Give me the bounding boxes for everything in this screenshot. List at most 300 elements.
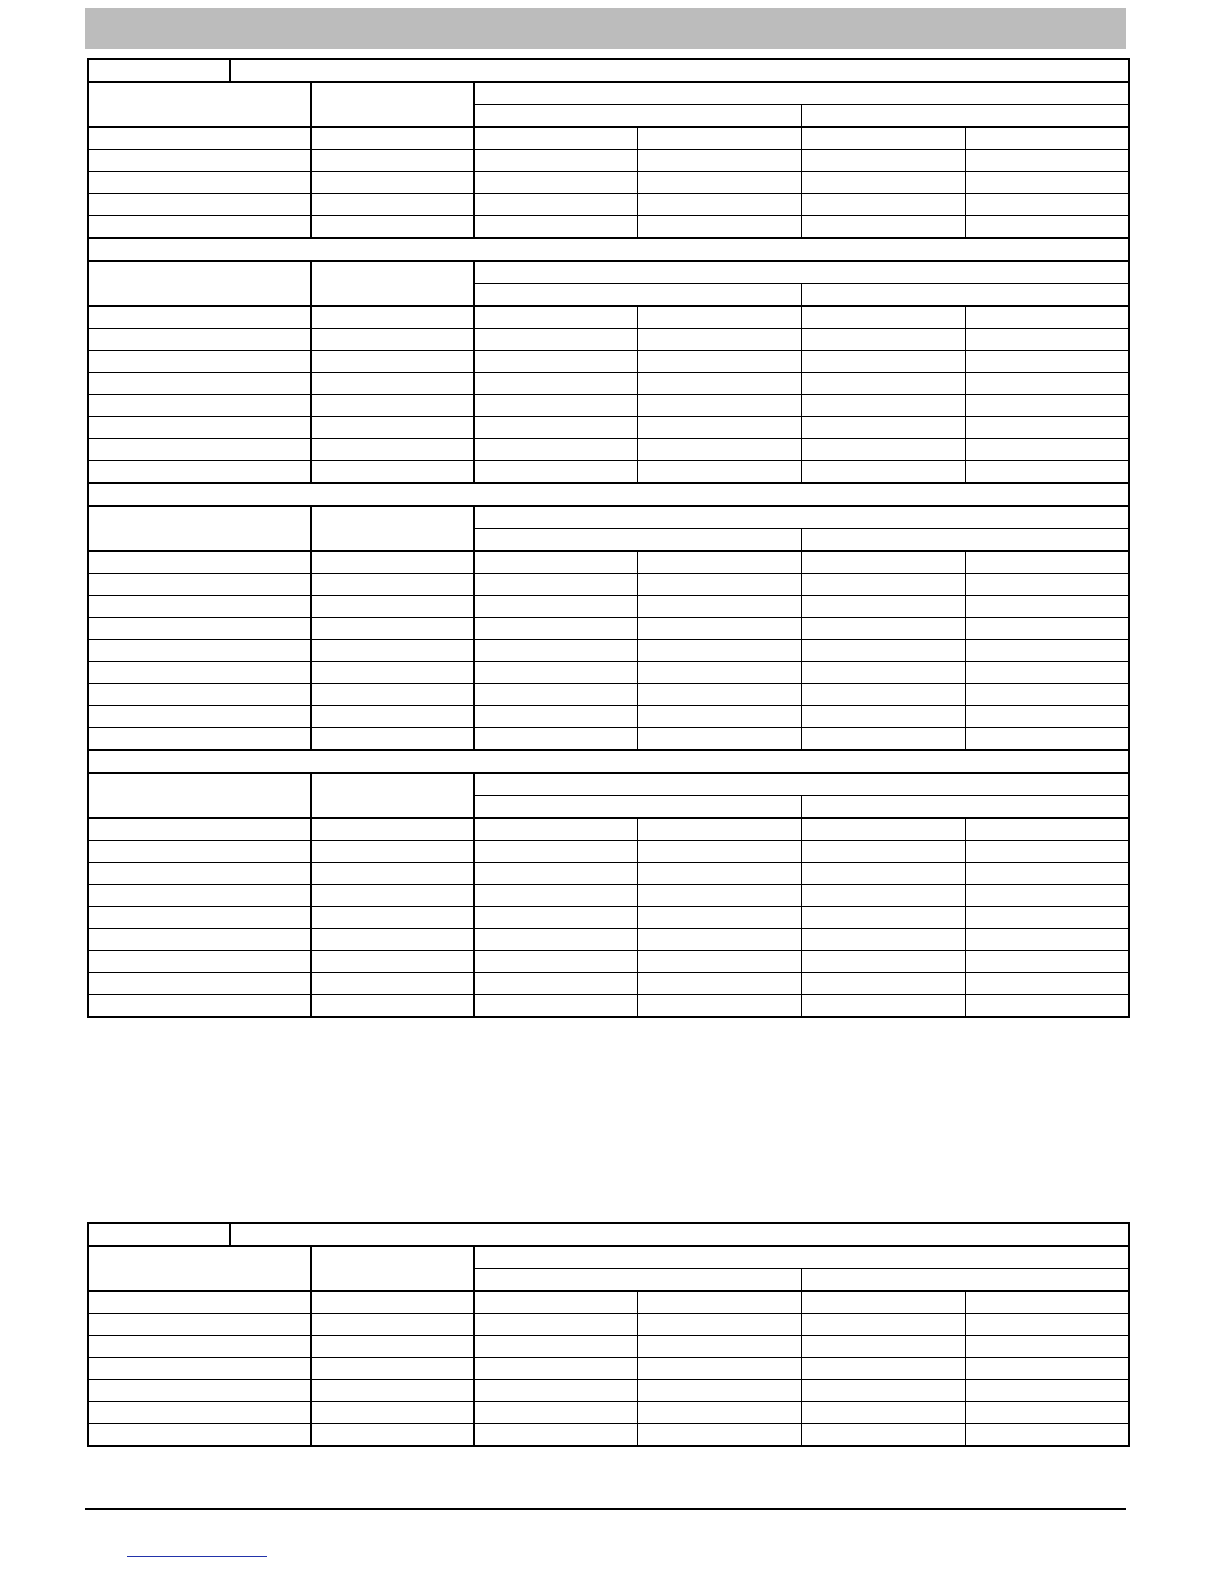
table-row [88, 395, 1129, 417]
table-row [88, 907, 1129, 929]
header-cell-item [88, 773, 311, 818]
cell-value [965, 995, 1129, 1018]
header-cell-unit [311, 82, 474, 127]
cell-unit [311, 373, 474, 395]
cell-item [88, 640, 311, 662]
section-header-row [88, 1246, 1129, 1269]
table-row [88, 818, 1129, 841]
cell-value [965, 640, 1129, 662]
cell-value [637, 329, 801, 351]
cell-item [88, 818, 311, 841]
subheader-cell-b [801, 284, 1129, 307]
cell-value [965, 373, 1129, 395]
cell-item [88, 662, 311, 684]
cell-value [801, 684, 965, 706]
cell-item [88, 618, 311, 640]
cell-unit [311, 1380, 474, 1402]
cell-value [801, 306, 965, 329]
cell-value [637, 150, 801, 172]
cell-value [801, 1314, 965, 1336]
cell-value [801, 329, 965, 351]
cell-value [801, 172, 965, 194]
table-2-label [88, 1223, 230, 1246]
cell-unit [311, 461, 474, 484]
cell-value [637, 907, 801, 929]
header-cell-unit [311, 506, 474, 551]
table-row [88, 461, 1129, 484]
cell-unit [311, 395, 474, 417]
cell-item [88, 706, 311, 728]
cell-item [88, 1291, 311, 1314]
cell-value [965, 1402, 1129, 1424]
cell-value [637, 439, 801, 461]
table-row [88, 1314, 1129, 1336]
cell-value [801, 1291, 965, 1314]
table-row [88, 1358, 1129, 1380]
table-row [88, 684, 1129, 706]
cell-value [801, 907, 965, 929]
cell-item [88, 551, 311, 574]
subheader-cell-b [801, 105, 1129, 128]
cell-value [474, 841, 637, 863]
cell-value [637, 373, 801, 395]
section-header-row [88, 82, 1129, 105]
subheader-cell-a [474, 796, 801, 819]
cell-item [88, 728, 311, 751]
cell-item [88, 596, 311, 618]
cell-unit [311, 973, 474, 995]
cell-value [965, 1314, 1129, 1336]
cell-item [88, 863, 311, 885]
cell-value [637, 216, 801, 239]
header-cell-unit [311, 773, 474, 818]
subheader-cell-b [801, 529, 1129, 552]
cell-value [965, 216, 1129, 239]
cell-value [474, 951, 637, 973]
cell-value [965, 172, 1129, 194]
cell-item [88, 150, 311, 172]
cell-value [801, 373, 965, 395]
cell-value [474, 194, 637, 216]
cell-value [965, 907, 1129, 929]
cell-item [88, 1380, 311, 1402]
cell-value [801, 951, 965, 973]
cell-unit [311, 929, 474, 951]
cell-item [88, 1336, 311, 1358]
cell-value [474, 439, 637, 461]
table-row [88, 172, 1129, 194]
table-row [88, 618, 1129, 640]
section-title-row [88, 750, 1129, 773]
cell-value [965, 574, 1129, 596]
table-row [88, 995, 1129, 1018]
cell-unit [311, 596, 474, 618]
cell-unit [311, 907, 474, 929]
cell-value [801, 973, 965, 995]
cell-value [474, 706, 637, 728]
cell-item [88, 127, 311, 150]
cell-value [637, 1336, 801, 1358]
cell-value [474, 1424, 637, 1447]
cell-unit [311, 640, 474, 662]
cell-item [88, 194, 311, 216]
cell-value [474, 1380, 637, 1402]
cell-value [474, 216, 637, 239]
cell-value [801, 194, 965, 216]
cell-item [88, 329, 311, 351]
table-row [88, 1380, 1129, 1402]
cell-value [474, 1358, 637, 1380]
table-row [88, 662, 1129, 684]
cell-value [801, 618, 965, 640]
cell-value [474, 417, 637, 439]
cell-value [474, 973, 637, 995]
cell-value [965, 618, 1129, 640]
cell-item [88, 172, 311, 194]
table-1-label-row [88, 59, 1129, 82]
table-row [88, 706, 1129, 728]
cell-value [474, 1314, 637, 1336]
cell-value [637, 1402, 801, 1424]
table-2-caption [230, 1223, 1129, 1246]
table-row [88, 127, 1129, 150]
cell-value [637, 841, 801, 863]
cell-value [965, 461, 1129, 484]
cell-value [801, 1358, 965, 1380]
section-title-row [88, 483, 1129, 506]
table-row [88, 574, 1129, 596]
cell-value [965, 951, 1129, 973]
cell-value [965, 551, 1129, 574]
cell-value [637, 306, 801, 329]
cell-value [965, 684, 1129, 706]
section-header-row [88, 261, 1129, 284]
footer-rule [85, 1508, 1126, 1510]
cell-unit [311, 1291, 474, 1314]
cell-value [801, 841, 965, 863]
cell-unit [311, 995, 474, 1018]
header-cell-item [88, 506, 311, 551]
cell-value [474, 127, 637, 150]
cell-value [637, 1380, 801, 1402]
cell-item [88, 1358, 311, 1380]
cell-value [474, 150, 637, 172]
section-title [88, 750, 1129, 773]
section-header-row [88, 773, 1129, 796]
cell-item [88, 574, 311, 596]
cell-value [965, 127, 1129, 150]
cell-value [965, 728, 1129, 751]
table-row [88, 194, 1129, 216]
cell-value [637, 351, 801, 373]
cell-value [801, 728, 965, 751]
table-row [88, 951, 1129, 973]
cell-value [637, 728, 801, 751]
cell-value [965, 973, 1129, 995]
cell-value [965, 1336, 1129, 1358]
cell-value [801, 596, 965, 618]
cell-value [801, 640, 965, 662]
cell-item [88, 907, 311, 929]
cell-value [801, 1380, 965, 1402]
cell-value [637, 596, 801, 618]
cell-value [965, 351, 1129, 373]
cell-unit [311, 216, 474, 239]
cell-unit [311, 574, 474, 596]
cell-value [801, 706, 965, 728]
spec-table-1 [87, 58, 1130, 1018]
cell-item [88, 841, 311, 863]
cell-value [474, 306, 637, 329]
section-title [88, 238, 1129, 261]
cell-value [474, 551, 637, 574]
table-row [88, 728, 1129, 751]
cell-unit [311, 885, 474, 907]
cell-value [801, 127, 965, 150]
header-cell-unit [311, 261, 474, 306]
cell-unit [311, 1402, 474, 1424]
table-row [88, 216, 1129, 239]
header-cell-group [474, 1246, 1129, 1269]
cell-item [88, 351, 311, 373]
table-row [88, 640, 1129, 662]
cell-value [474, 618, 637, 640]
cell-value [637, 1314, 801, 1336]
cell-item [88, 885, 311, 907]
cell-item [88, 439, 311, 461]
cell-value [965, 885, 1129, 907]
cell-value [965, 417, 1129, 439]
cell-value [637, 1291, 801, 1314]
cell-value [965, 596, 1129, 618]
cell-value [474, 172, 637, 194]
cell-item [88, 373, 311, 395]
section-title-row [88, 238, 1129, 261]
cell-unit [311, 1358, 474, 1380]
cell-unit [311, 1314, 474, 1336]
table-row [88, 841, 1129, 863]
cell-value [965, 1291, 1129, 1314]
cell-unit [311, 439, 474, 461]
cell-value [474, 1336, 637, 1358]
cell-item [88, 1402, 311, 1424]
header-cell-item [88, 261, 311, 306]
cell-value [637, 172, 801, 194]
cell-value [965, 841, 1129, 863]
cell-item [88, 306, 311, 329]
cell-value [965, 818, 1129, 841]
header-cell-item [88, 82, 311, 127]
cell-value [801, 885, 965, 907]
cell-value [965, 662, 1129, 684]
cell-unit [311, 551, 474, 574]
cell-value [474, 461, 637, 484]
cell-unit [311, 306, 474, 329]
cell-value [637, 461, 801, 484]
cell-value [474, 351, 637, 373]
cell-unit [311, 662, 474, 684]
cell-unit [311, 706, 474, 728]
cell-value [965, 1380, 1129, 1402]
table-row [88, 973, 1129, 995]
cell-value [801, 551, 965, 574]
cell-value [965, 306, 1129, 329]
cell-value [637, 885, 801, 907]
cell-value [637, 618, 801, 640]
cell-value [474, 662, 637, 684]
table-row [88, 329, 1129, 351]
cell-value [801, 417, 965, 439]
cell-unit [311, 417, 474, 439]
table-row [88, 863, 1129, 885]
header-cell-group [474, 506, 1129, 529]
cell-item [88, 951, 311, 973]
cell-value [474, 684, 637, 706]
cell-value [965, 1358, 1129, 1380]
cell-value [801, 150, 965, 172]
spec-table-2 [87, 1222, 1130, 1447]
cell-value [474, 640, 637, 662]
cell-value [801, 395, 965, 417]
cell-value [801, 995, 965, 1018]
cell-value [474, 373, 637, 395]
table-row [88, 306, 1129, 329]
cell-unit [311, 351, 474, 373]
cell-unit [311, 841, 474, 863]
table-row [88, 351, 1129, 373]
cell-unit [311, 329, 474, 351]
cell-item [88, 395, 311, 417]
table-row [88, 1424, 1129, 1447]
cell-unit [311, 172, 474, 194]
cell-value [801, 863, 965, 885]
cell-value [637, 417, 801, 439]
cell-value [637, 706, 801, 728]
cell-value [637, 995, 801, 1018]
cell-value [637, 863, 801, 885]
subheader-cell-a [474, 529, 801, 552]
cell-item [88, 1314, 311, 1336]
cell-value [637, 818, 801, 841]
cell-value [474, 995, 637, 1018]
cell-item [88, 929, 311, 951]
cell-value [474, 885, 637, 907]
table-row [88, 150, 1129, 172]
table-row [88, 373, 1129, 395]
cell-value [801, 818, 965, 841]
subheader-cell-b [801, 1269, 1129, 1292]
cell-value [637, 194, 801, 216]
table-row [88, 417, 1129, 439]
cell-value [474, 395, 637, 417]
page-header-bar [85, 8, 1126, 49]
table-row [88, 596, 1129, 618]
cell-value [637, 395, 801, 417]
cell-item [88, 995, 311, 1018]
cell-value [965, 863, 1129, 885]
cell-value [965, 1424, 1129, 1447]
cell-value [801, 1402, 965, 1424]
cell-unit [311, 150, 474, 172]
header-cell-item [88, 1246, 311, 1291]
section-header-row [88, 506, 1129, 529]
cell-value [965, 150, 1129, 172]
table-1-caption [230, 59, 1129, 82]
table-2-label-row [88, 1223, 1129, 1246]
cell-value [474, 907, 637, 929]
cell-value [801, 1424, 965, 1447]
cell-unit [311, 618, 474, 640]
cell-value [965, 194, 1129, 216]
cell-item [88, 1424, 311, 1447]
header-cell-group [474, 773, 1129, 796]
cell-value [637, 951, 801, 973]
table-1-label [88, 59, 230, 82]
cell-value [637, 640, 801, 662]
cell-value [801, 929, 965, 951]
cell-value [474, 1291, 637, 1314]
header-cell-group [474, 261, 1129, 284]
cell-unit [311, 684, 474, 706]
cell-item [88, 461, 311, 484]
cell-item [88, 417, 311, 439]
cell-value [801, 461, 965, 484]
cell-value [474, 863, 637, 885]
cell-value [637, 662, 801, 684]
cell-value [474, 929, 637, 951]
table-row [88, 551, 1129, 574]
cell-value [637, 1358, 801, 1380]
header-cell-unit [311, 1246, 474, 1291]
table-row [88, 439, 1129, 461]
cell-value [637, 574, 801, 596]
cell-value [474, 818, 637, 841]
cell-value [637, 973, 801, 995]
cell-item [88, 216, 311, 239]
cell-value [965, 395, 1129, 417]
cell-unit [311, 951, 474, 973]
table-row [88, 885, 1129, 907]
cell-value [801, 439, 965, 461]
subheader-cell-a [474, 1269, 801, 1292]
cell-value [474, 1402, 637, 1424]
cell-value [474, 329, 637, 351]
cell-unit [311, 1336, 474, 1358]
cell-unit [311, 818, 474, 841]
cell-value [474, 574, 637, 596]
cell-value [965, 439, 1129, 461]
cell-unit [311, 1424, 474, 1447]
footer-link[interactable] [127, 1556, 267, 1557]
subheader-cell-b [801, 796, 1129, 819]
cell-item [88, 973, 311, 995]
cell-value [965, 929, 1129, 951]
cell-value [637, 1424, 801, 1447]
table-row [88, 929, 1129, 951]
cell-value [637, 684, 801, 706]
header-cell-group [474, 82, 1129, 105]
cell-value [965, 706, 1129, 728]
cell-unit [311, 863, 474, 885]
cell-value [801, 1336, 965, 1358]
table-row [88, 1402, 1129, 1424]
cell-unit [311, 728, 474, 751]
cell-value [637, 929, 801, 951]
cell-item [88, 684, 311, 706]
cell-value [801, 216, 965, 239]
cell-value [965, 329, 1129, 351]
cell-unit [311, 127, 474, 150]
